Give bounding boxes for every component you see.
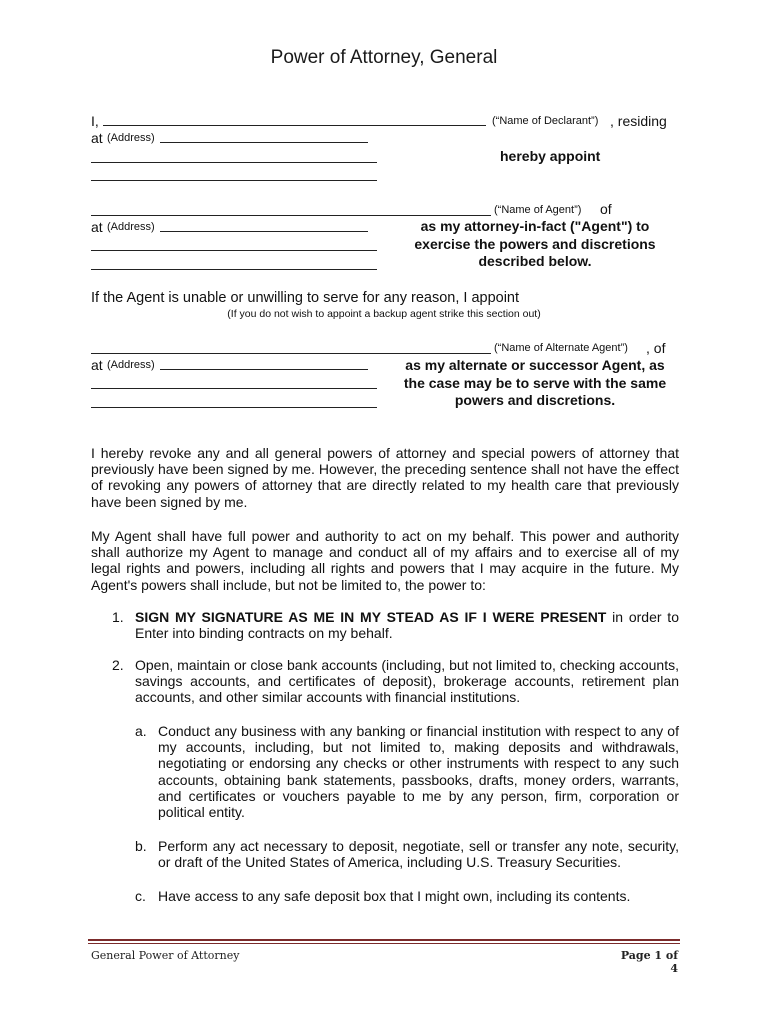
item-2-number: 2. bbox=[112, 657, 124, 673]
subitem-c-body bbox=[158, 888, 679, 904]
hereby-appoint: hereby appoint bbox=[500, 148, 601, 164]
alternate-name-hint: (“Name of Alternate Agent”) bbox=[494, 342, 628, 354]
declarant-name-field[interactable] bbox=[103, 125, 486, 126]
backup-intro: If the Agent is unable or unwilling to serve for any reason, I appoint bbox=[91, 290, 520, 306]
declarant-at-label: at bbox=[91, 130, 103, 146]
alternate-name-field[interactable] bbox=[91, 353, 491, 354]
declarant-name-hint: (“Name of Declarant”) bbox=[492, 115, 599, 127]
alternate-address-hint: (Address) bbox=[107, 359, 155, 371]
agent-address-line-3[interactable] bbox=[91, 269, 377, 270]
agent-address-line-1[interactable] bbox=[160, 231, 368, 232]
alternate-at-label: at bbox=[91, 357, 103, 373]
item-1-body bbox=[135, 609, 679, 641]
declarant-prefix: I, bbox=[91, 113, 99, 129]
declarant-address-line-3[interactable] bbox=[91, 180, 377, 181]
agent-name-field[interactable] bbox=[91, 215, 491, 216]
item-1-text: in order to Enter into binding contracts on my behalf. bbox=[135, 609, 679, 642]
revocation-paragraph bbox=[91, 445, 679, 510]
footer-document-name: General Power of Attorney bbox=[91, 949, 240, 962]
alternate-appointment-line-1: as my alternate or successor Agent, as bbox=[405, 357, 665, 373]
agent-appointment-line-3: described below. bbox=[478, 253, 592, 269]
alternate-appointment-line-2: the case may be to serve with the same bbox=[403, 374, 667, 391]
subitem-b-text: Perform any act necessary to deposit, negotiate, sell or transfer any note, security, or draft of the United States of America, including U.S. Treasury Securities. bbox=[158, 838, 679, 871]
declarant-residing: , residing bbox=[610, 113, 667, 129]
agent-name-hint: (“Name of Agent”) bbox=[494, 204, 582, 216]
declarant-address-line-1[interactable] bbox=[160, 142, 368, 143]
alternate-address-line-1[interactable] bbox=[160, 369, 368, 370]
backup-note: (If you do not wish to appoint a backup agent strike this section out) bbox=[227, 308, 541, 320]
agent-appointment-text bbox=[390, 218, 680, 271]
subitem-c-text: Have access to any safe deposit box that I might own, including its contents. bbox=[158, 888, 631, 904]
revocation-text: I hereby revoke any and all general powers of attorney and special powers of attorney that previously have been signed by me. However, the preceding sentence shall not have the effect of revoking any powers of attorney that are directly related to my health care that previously have been signed by me. bbox=[91, 445, 679, 510]
declarant-address-hint: (Address) bbox=[107, 132, 155, 144]
agent-address-line-2[interactable] bbox=[91, 250, 377, 251]
item-2-body bbox=[135, 657, 679, 706]
alternate-address-line-2[interactable] bbox=[91, 388, 377, 389]
alternate-appointment-text bbox=[390, 357, 680, 410]
document-title: Power of Attorney, General bbox=[270, 47, 498, 68]
footer-rule-thin bbox=[88, 943, 680, 944]
agent-appointment-line-1: as my attorney-in-fact ("Agent") to bbox=[420, 218, 650, 234]
alternate-of: , of bbox=[646, 340, 666, 356]
subitem-c-letter: c. bbox=[135, 888, 146, 904]
alternate-address-line-3[interactable] bbox=[91, 407, 377, 408]
subitem-a-text: Conduct any business with any banking or financial institution with respect to any of my accounts, including, but not limited to, making deposits and withdrawals, negotiating or endorsing any checks or other instruments with respect to any such accounts, obtaining bank statements, passbooks, drafts, money orders, warrants, and certificates or vouchers payable to me by any person, firm, corporation or political entity. bbox=[158, 723, 679, 821]
agent-address-hint: (Address) bbox=[107, 221, 155, 233]
declarant-address-line-2[interactable] bbox=[91, 162, 377, 163]
subitem-b-body bbox=[158, 838, 679, 870]
item-1-number: 1. bbox=[112, 609, 124, 625]
footer-rule-thick bbox=[88, 939, 680, 941]
agent-appointment-line-2: exercise the powers and discretions bbox=[414, 235, 656, 252]
authority-paragraph bbox=[91, 528, 679, 593]
subitem-a-body bbox=[158, 723, 679, 820]
subitem-a-letter: a. bbox=[135, 723, 147, 739]
alternate-appointment-line-3: powers and discretions. bbox=[454, 392, 616, 408]
agent-of: of bbox=[600, 201, 612, 217]
footer-page-number: Page 1 of 4 bbox=[620, 949, 678, 975]
item-2-text: Open, maintain or close bank accounts (including, but not limited to, checking accounts, savings accounts, and certificates of deposit), brokerage accounts, retirement plan accounts, and other similar accounts with financial institutions. bbox=[135, 657, 679, 706]
subitem-b-letter: b. bbox=[135, 838, 147, 854]
authority-text: My Agent shall have full power and authority to act on my behalf. This power and authority shall authorize my Agent to manage and conduct all of my affairs and to exercise all of my legal rights and powers, including all rights and powers that I may acquire in the future. My Agent's powers shall include, but not be limited to, the power to: bbox=[91, 528, 679, 593]
item-1-bold-text: SIGN MY SIGNATURE AS ME IN MY STEAD AS IF I WERE PRESENT bbox=[135, 609, 607, 625]
agent-at-label: at bbox=[91, 219, 103, 235]
